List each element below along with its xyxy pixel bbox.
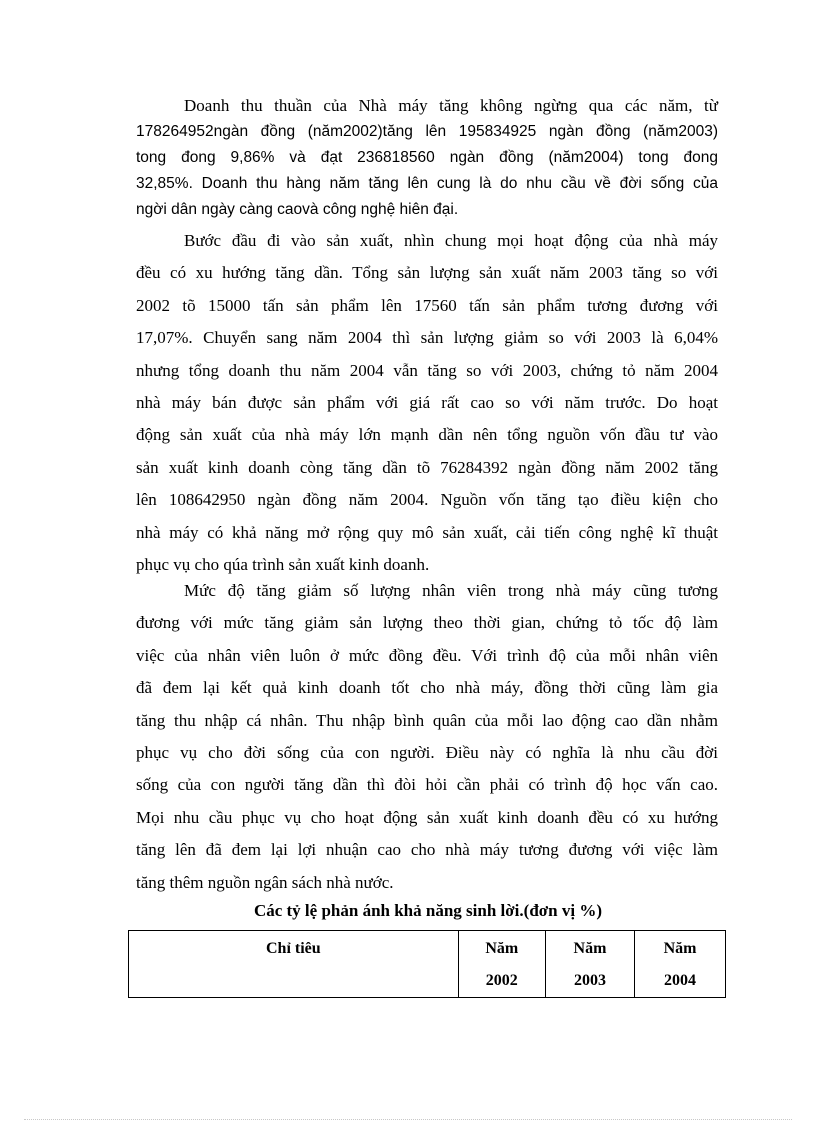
paragraph-line: 2002 tõ 15000 tấn sản phẩm lên 17560 tấn sản phẩm tương đương với [136,295,718,315]
paragraph-line: Bước đầu đi vào sản xuất, nhìn chung mọi hoạt động của nhà máy [184,231,718,250]
header-year: 2003 [573,972,606,989]
table-header-cell [545,931,634,998]
header-year: 2004 [664,972,696,989]
header-text: Năm [663,940,697,957]
page-bottom-divider [24,1119,792,1120]
header-text: Năm [573,940,607,957]
paragraph-line: việc của nhân viên luôn ở mức đồng đều. Với trình độ của mỗi nhân viên [136,645,718,665]
paragraph-line: Mọi nhu cầu phục vụ cho hoạt động sản xuất kinh doanh đều có xu hướng [136,807,718,827]
paragraph-line: phục vụ cho đời sống của con người. Điều này có nghĩa là nhu cầu đời [136,743,718,763]
paragraph-line: Mức độ tăng giảm số lượng nhân viên trong nhà máy cũng tương [184,581,718,600]
paragraph-line: nhà máy có khả năng mở rộng quy mô sản xuất, cải tiến công nghệ kĩ thuật [136,522,718,542]
paragraph-line: nhưng tổng doanh thu năm 2004 vẫn tăng so với 2003, chứng tỏ năm 2004 [136,360,718,380]
paragraph-line: đều có xu hướng tăng dần. Tổng sản lượng sản xuất năm 2003 tăng so với [136,263,718,283]
table-title: Các tỷ lệ phản ánh khả năng sinh lời.(đơn vị %) [253,901,603,920]
paragraph-line: đương với mức tăng giảm sản lượng theo thời gian, chứng tỏ tốc độ làm [136,613,718,633]
table-header-row [129,931,726,998]
paragraph-staff [136,575,718,899]
paragraph-line: nhà máy bán được sản phẩm với giá rất cao so với năm trước. Do hoạt [136,393,718,413]
paragraph-line: tăng lên đã đem lại lợi nhuận cao cho nhà máy tương đương với việc làm [136,840,718,860]
paragraph-line: tong đong 9,86% và đạt 236818560 ngàn đồng (năm2004) tong đong [136,149,718,166]
paragraph-line: động sản xuất của nhà máy lớn mạnh dần nên tổng nguồn vốn đầu tư vào [136,425,718,445]
paragraph-line: lên 108642950 ngàn đồng năm 2004. Nguồn vốn tăng tạo điều kiện cho [136,490,718,510]
paragraph-line: 178264952ngàn đồng (năm2002)tăng lên 195834925 ngàn đồng (năm2003) [136,123,718,140]
table-header-cell [129,931,459,998]
paragraph-line: đã đem lại kết quả kinh doanh tốt cho nhà máy, đồng thời cũng làm gia [136,678,718,698]
header-year: 2002 [485,972,518,989]
paragraph-line: phục vụ cho qúa trình sản xuất kinh doanh. [136,555,430,575]
paragraph-line: sản xuất kinh doanh còng tăng dần tõ 76284392 ngàn đồng năm 2002 tăng [136,457,718,477]
profitability-table [128,930,726,998]
table-header-cell [458,931,545,998]
paragraph-line: sống của con người tăng dần thì đòi hỏi cần phải có trình độ học vấn cao. [136,775,718,795]
paragraph-line: tăng thêm nguồn ngân sách nhà nước. [136,872,394,892]
paragraph-revenue [136,93,718,223]
header-text: Năm [485,940,519,957]
paragraph-line: 32,85%. Doanh thu hàng năm tăng lên cung là do nhu cầu về đời sống của [136,175,718,192]
paragraph-line: 17,07%. Chuyển sang năm 2004 thì sản lượng giảm so với 2003 là 6,04% [136,328,718,348]
table-header-cell [635,931,726,998]
paragraph-line: ngời dân ngày càng caovà công nghệ hiên đại. [136,201,459,218]
header-text: Chỉ tiêu [266,940,321,957]
paragraph-line: tăng thu nhập cá nhân. Thu nhập bình quân của mỗi lao động cao dần nhằm [136,710,718,730]
paragraph-line: Doanh thu thuần của Nhà máy tăng không ngừng qua các năm, từ [184,96,718,115]
paragraph-production [136,225,718,581]
